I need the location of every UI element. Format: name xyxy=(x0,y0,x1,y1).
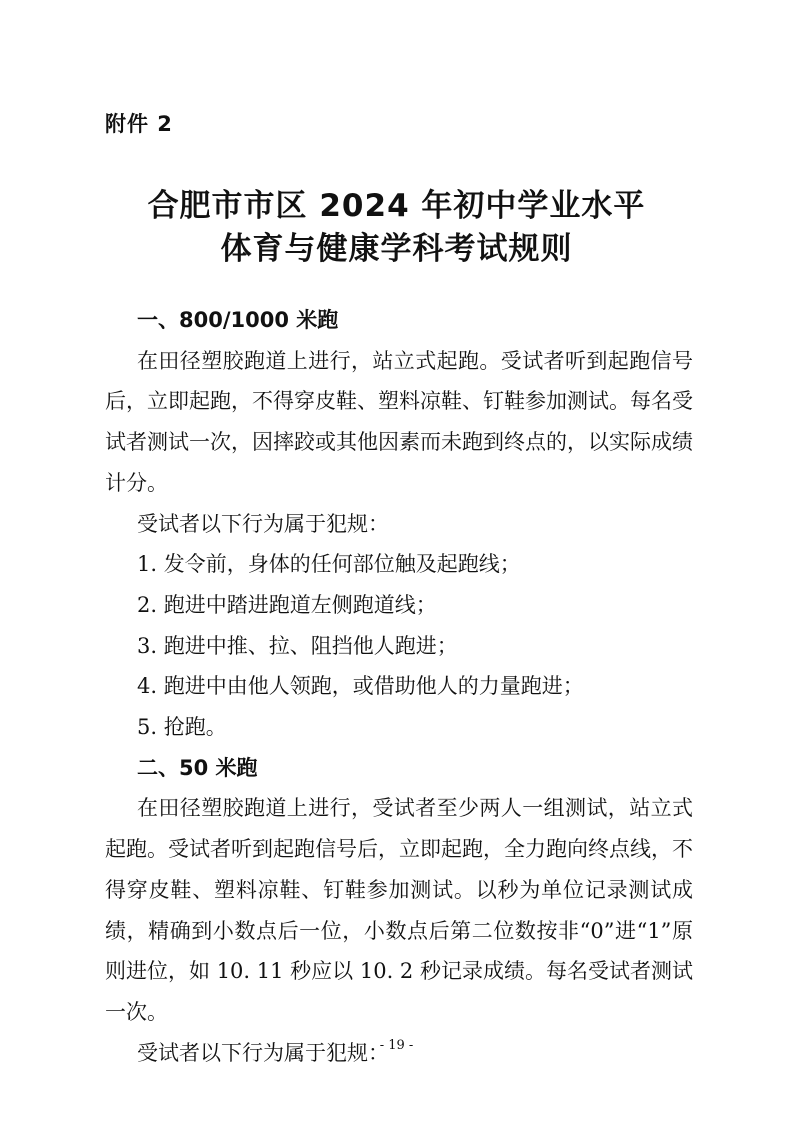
page-number: - 19 - xyxy=(379,1038,414,1053)
document-title-line-2: 体育与健康学科考试规则 xyxy=(220,231,573,267)
foul-rule-item: 3. 跑进中推、拉、阻挡他人跑进； xyxy=(137,633,458,658)
section-heading-50m: 二、50 米跑 xyxy=(137,755,258,780)
document-body xyxy=(105,300,693,1073)
foul-rule-item: 2. 跑进中踏进跑道左侧跑道线； xyxy=(137,592,437,617)
document-title-line-1: 合肥市市区 2024 年初中学业水平 xyxy=(147,188,646,224)
section-heading-800-1000m: 一、800/1000 米跑 xyxy=(137,308,339,332)
foul-intro: 受试者以下行为属于犯规： xyxy=(137,1040,389,1065)
attachment-label: 附件 2 xyxy=(105,112,173,136)
section-paragraph: 在田径塑胶跑道上进行，站立式起跑。受试者听到起跑信号后，立即起跑，不得穿皮鞋、塑料凉鞋、钉鞋参加测试。每名受试者测试一次，因摔跤或其他因素而未跑到终点的，以实际成绩计分。 xyxy=(105,348,693,495)
foul-rule-item: 4. 跑进中由他人领跑，或借助他人的力量跑进； xyxy=(137,674,584,699)
foul-rule-item: 1. 发令前，身体的任何部位触及起跑线； xyxy=(137,552,521,577)
foul-intro: 受试者以下行为属于犯规： xyxy=(137,511,389,536)
foul-rule-item: 5. 抢跑。 xyxy=(137,715,227,740)
section-paragraph: 在田径塑胶跑道上进行，受试者至少两人一组测试，站立式起跑。受试者听到起跑信号后，立即起跑，全力跑向终点线，不得穿皮鞋、塑料凉鞋、钉鞋参加测试。以秒为单位记录测试成绩，精确到小数点后一位，小数点后第二位数按非“0”进“1”原则进位，如 10. 11 秒应以 10. 2 秒记录成绩。每名受试者测试一次。 xyxy=(105,796,693,1024)
